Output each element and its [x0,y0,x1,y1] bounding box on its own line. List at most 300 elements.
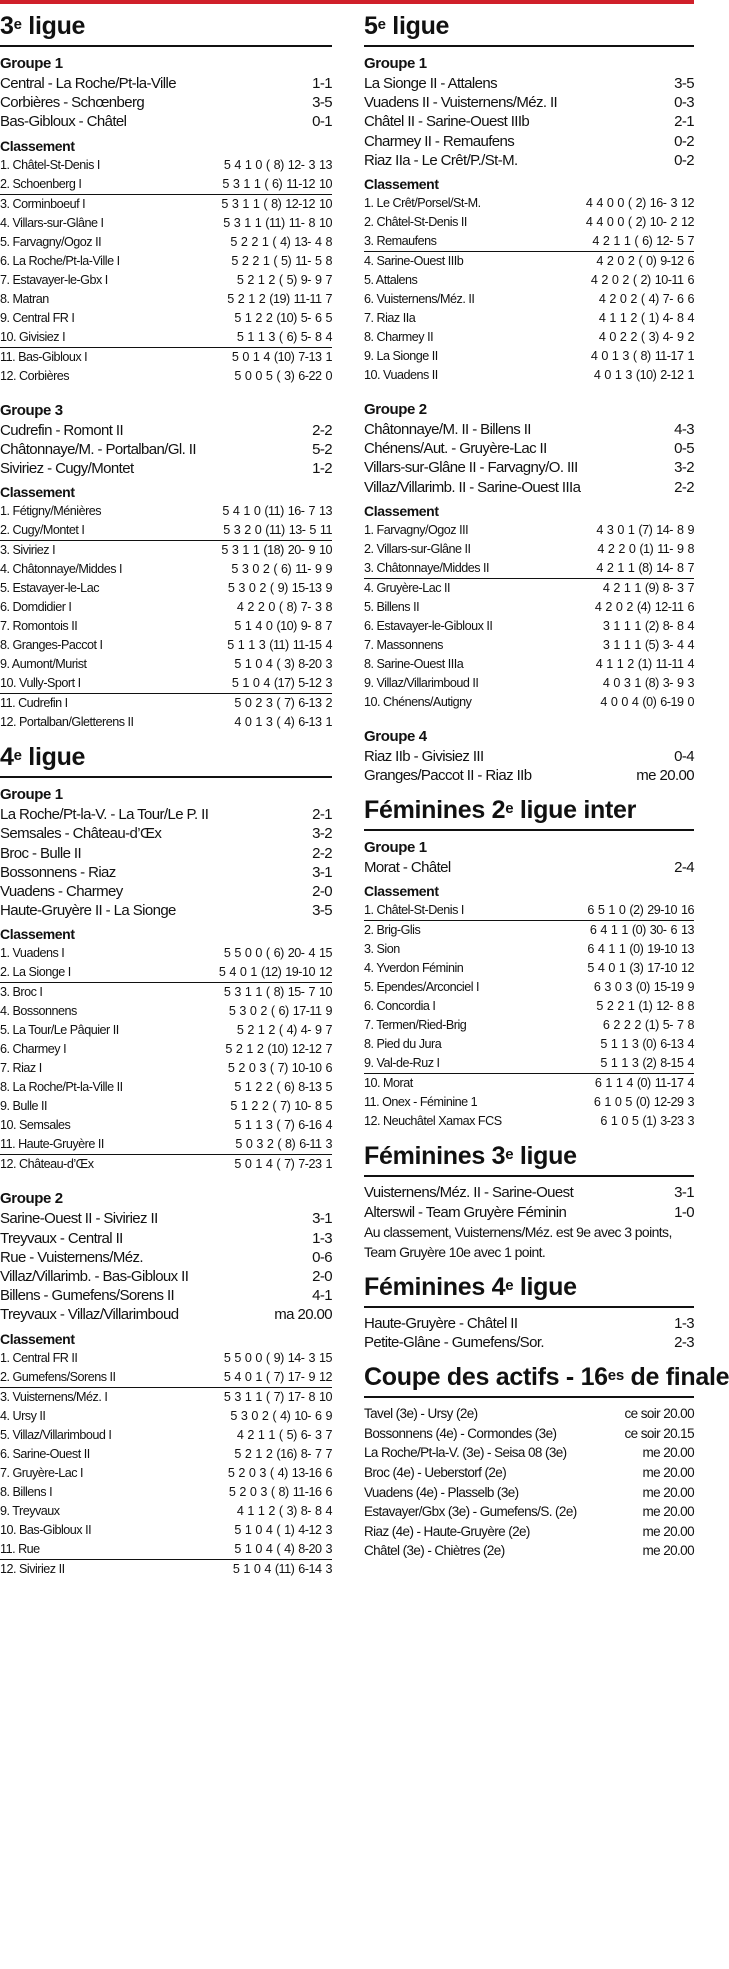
table-row [364,328,694,347]
match-teams: La Roche/Pt-la-V. - La Tour/Le P. II [0,806,209,824]
team-name: 8. Billens I [0,1484,53,1499]
team-name: 8. Pied du Jura [364,1037,442,1052]
table-row [364,290,694,309]
match-row [0,1229,332,1248]
match-score: 1-1 [312,75,332,92]
team-stats: 6 4 1 1 (0) 19-10 13 [587,942,694,957]
match-teams: Charmey II - Remaufens [364,132,515,150]
team-stats: 5 4 1 0 ( 8) 12- 3 13 [223,157,332,172]
match-row [0,421,332,440]
team-name: 9. Aumont/Murist [0,657,87,672]
table-row [0,674,332,694]
team-stats: 5 3 0 2 ( 9) 15-13 9 [227,581,332,596]
team-name: 12. Château-d’Œx [0,1157,94,1172]
team-stats: 5 2 1 2 (19) 11-11 7 [227,291,332,306]
match-score: 3-2 [674,459,694,477]
match-teams: Treyvaux - Villaz/Villarimboud [0,1306,179,1324]
match-score: 2-0 [312,1268,332,1286]
table-row [364,636,694,655]
match-score: 1-0 [674,1203,694,1221]
table-row [0,579,332,598]
group-block [0,784,332,1174]
team-name: 8. La Roche/Pt-la-Ville II [0,1080,123,1095]
team-stats: 4 2 0 2 ( 2) 10-11 6 [590,273,694,288]
table-row [364,309,694,328]
team-name: 4. Bossonnens [0,1004,77,1019]
team-name: 6. Vuisternens/Méz. II [364,292,475,307]
table-row [364,521,694,540]
group-block [364,1314,694,1352]
match-row [364,1314,694,1333]
table-row [364,194,694,213]
top-accent-bar [0,0,694,4]
match-score: 3-1 [674,1184,694,1202]
match-score: 2-2 [674,478,694,496]
team-stats: 6 1 0 5 (0) 12-29 3 [593,1095,694,1110]
team-stats: 5 4 0 1 (12) 19-10 12 [218,965,332,980]
match-teams: La Roche/Pt-la-V. (3e) - Seisa 08 (3e) [364,1445,567,1461]
match-score: 0-3 [674,94,694,112]
team-stats: 6 4 1 1 (0) 30- 6 13 [589,923,694,938]
team-stats: 4 2 0 2 (4) 12-11 6 [594,599,694,614]
team-name: 3. Broc I [0,985,43,1000]
team-name: 2. Gumefens/Sorens II [0,1369,116,1384]
team-stats: 5 2 2 1 ( 5) 11- 5 8 [231,253,332,268]
match-score: ce soir 20.00 [624,1406,694,1422]
team-name: 1. Châtel-St-Denis I [0,157,100,172]
standings-heading: Classement [0,926,75,943]
team-name: 7. Riaz IIa [364,311,416,326]
table-row [0,944,332,963]
team-stats: 5 2 0 3 ( 4) 13-16 6 [227,1465,332,1480]
group-title: Groupe 3 [0,401,63,419]
team-stats: 6 3 0 3 (0) 15-19 9 [593,980,694,995]
league-title-main: Coupe des actifs - 16 [364,1363,608,1392]
team-stats: 5 3 0 2 ( 6) 17-11 9 [228,1004,332,1019]
match-score: 2-1 [312,806,332,824]
team-stats: 5 4 0 1 ( 7) 17- 9 12 [223,1369,332,1384]
match-teams: Broc - Bulle II [0,844,82,862]
standings-heading: Classement [364,502,439,519]
table-row [364,901,694,921]
team-name: 10. Semsales [0,1118,71,1133]
match-score: 3-1 [312,1210,332,1228]
match-score: 0-5 [674,440,694,458]
team-name: 12. Portalban/Gletterens II [0,715,134,730]
match-teams: Riaz IIb - Givisiez III [364,747,484,765]
team-stats: 5 2 1 2 ( 4) 4- 9 7 [236,1023,332,1038]
match-score: 0-2 [674,151,694,169]
team-stats: 5 3 0 2 ( 4) 10- 6 9 [230,1408,332,1423]
match-score: 4-1 [312,1287,332,1305]
match-teams: Bas-Gibloux - Châtel [0,113,127,131]
match-score: 3-5 [312,902,332,920]
right-column [364,10,729,1570]
group-title: Groupe 1 [0,786,63,804]
match-score: 0-6 [312,1248,332,1266]
team-name: 5. Ependes/Arconciel I [364,980,480,995]
league-section [364,1140,694,1261]
team-stats: 4 2 2 0 (1) 11- 9 8 [597,541,694,556]
league-title [364,1140,694,1177]
table-row [0,1349,332,1368]
team-name: 6. Concordia I [364,999,436,1014]
table-row [0,175,332,195]
team-name: 11. Onex - Féminine 1 [364,1095,478,1110]
team-stats: 5 2 1 2 (16) 8- 7 7 [234,1446,332,1461]
standings-heading: Classement [0,137,75,154]
match-score: me 20.00 [642,1484,694,1500]
team-stats: 5 3 1 1 (18) 20- 9 10 [221,543,332,558]
team-stats: 5 1 0 4 ( 4) 8-20 3 [234,1541,332,1556]
group-block [364,1183,694,1261]
league-title-main: 5 [364,12,378,40]
left-column [0,10,332,1588]
team-name: 7. Gruyère-Lac I [0,1465,83,1480]
table-row [0,156,332,175]
match-row [364,1522,694,1542]
team-stats: 4 0 1 3 ( 4) 6-13 1 [234,715,332,730]
team-name: 3. Vuisternens/Méz. I [0,1389,108,1404]
table-row [0,1521,332,1540]
league-title [364,10,694,47]
table-row [0,1426,332,1445]
match-score: me 20.00 [642,1465,694,1481]
match-score: 2-4 [674,859,694,877]
match-teams: Corbières - Schœnberg [0,94,145,112]
group-block [0,400,332,733]
match-row [364,1404,694,1424]
match-row [0,112,332,131]
team-stats: 4 1 1 2 ( 3) 8- 8 4 [236,1503,332,1518]
match-teams: Riaz (4e) - Haute-Gruyère (2e) [364,1523,530,1539]
group-title: Groupe 2 [0,1190,63,1208]
group-title: Groupe 1 [364,839,427,857]
team-name: 7. Estavayer-le-Gbx I [0,272,108,287]
table-row [364,1074,694,1093]
table-row [0,521,332,541]
team-stats: 5 1 0 4 (17) 5-12 3 [231,676,332,691]
team-stats: 5 2 2 1 ( 4) 13- 4 8 [230,234,332,249]
league-title [364,1271,694,1308]
match-score: 3-5 [674,75,694,92]
match-score: 2-2 [312,421,332,439]
team-stats: 4 0 3 1 (8) 3- 9 3 [602,675,694,690]
table-row [364,1054,694,1074]
table-row [0,983,332,1002]
table-row [0,1445,332,1464]
team-name: 5. Farvagny/Ogoz II [0,234,102,249]
team-stats: 5 0 3 2 ( 8) 6-11 3 [235,1137,332,1152]
table-row [364,674,694,693]
match-score: me 20.00 [642,1504,694,1520]
match-score: 2-3 [674,1334,694,1352]
match-row [364,858,694,877]
table-row [364,1035,694,1054]
match-row [364,766,694,785]
table-row [0,1059,332,1078]
match-row [364,420,694,439]
match-row [0,93,332,112]
match-row [364,1502,694,1522]
match-teams: Rue - Vuisternens/Méz. [0,1248,143,1266]
team-stats: 4 2 1 1 ( 5) 6- 3 7 [236,1427,332,1442]
match-teams: Châtonnaye/M. II - Billens II [364,421,531,439]
match-score: 3-5 [312,94,332,112]
match-teams: Vuadens (4e) - Plasselb (3e) [364,1484,519,1500]
group-title: Groupe 1 [364,55,427,72]
match-score: 1-2 [312,460,332,478]
team-name: 9. Villaz/Villarimboud II [364,675,479,690]
team-name: 11. Haute-Gruyère II [0,1137,104,1152]
standings-heading: Classement [364,176,439,193]
team-name: 1. Châtel-St-Denis I [364,903,464,918]
match-teams: Treyvaux - Central II [0,1229,123,1247]
table-row [364,271,694,290]
team-name: 5. Estavayer-le-Lac [0,581,99,596]
group-title: Groupe 1 [0,55,63,72]
league-title-sup: e [505,800,514,818]
match-score: me 20.00 [642,1543,694,1559]
team-name: 5. Villaz/Villarimboud I [0,1427,112,1442]
match-score: 1-3 [312,1229,332,1247]
group-spacer [364,712,694,726]
match-row [364,132,694,151]
team-stats: 4 2 0 2 ( 0) 9-12 6 [596,254,694,269]
match-teams: Semsales - Château-d’Œx [0,825,162,843]
team-stats: 6 2 2 2 (1) 5- 7 8 [602,1018,694,1033]
match-score: me 20.00 [642,1445,694,1461]
team-stats: 4 1 1 2 ( 1) 4- 8 4 [598,311,694,326]
match-teams: Vuadens II - Vuisternens/Méz. II [364,94,558,112]
team-name: 1. Central FR II [0,1350,78,1365]
team-name: 3. Corminboeuf I [0,196,86,211]
match-score: 0-2 [674,132,694,150]
team-stats: 5 1 2 2 (10) 5- 6 5 [234,310,332,325]
note-text: Au classement, Vuisternens/Méz. est 9e avec 3 points, Team Gruyère 10e avec 1 point. [364,1223,672,1260]
team-stats: 5 2 0 3 ( 7) 10-10 6 [227,1061,332,1076]
match-teams: Alterswil - Team Gruyère Féminin [364,1203,567,1221]
team-stats: 4 4 0 0 ( 2) 16- 3 12 [585,196,694,211]
standings-heading: Classement [364,883,439,900]
table-row [364,213,694,232]
team-stats: 3 1 1 1 (5) 3- 4 4 [602,637,694,652]
table-row [0,541,332,560]
league-section [364,10,694,785]
group-block [0,1188,332,1578]
table-row [0,214,332,233]
match-teams: Châtel (3e) - Chiètres (2e) [364,1543,505,1559]
team-stats: 5 1 2 2 ( 6) 8-13 5 [234,1080,332,1095]
team-stats: 4 2 1 1 ( 6) 12- 5 7 [592,234,694,249]
table-row [0,1502,332,1521]
match-row [364,1463,694,1483]
team-stats: 4 3 0 1 (7) 14- 8 9 [596,522,694,537]
match-row [364,1443,694,1463]
team-name: 5. Attalens [364,273,418,288]
match-teams: Châtonnaye/M. - Portalban/Gl. II [0,440,196,458]
match-score: 2-1 [674,113,694,131]
group-block [364,399,694,712]
match-score: 2-0 [312,883,332,901]
table-row [0,252,332,271]
match-row [364,1183,694,1202]
table-row [0,1388,332,1407]
team-name: 7. Termen/Ried-Brig [364,1018,467,1033]
team-name: 4. Châtonnaye/Middes I [0,562,123,577]
table-row [0,598,332,617]
table-row [0,1155,332,1174]
team-name: 4. Sarine-Ouest IIIb [364,254,464,269]
team-stats: 5 1 1 3 ( 7) 6-16 4 [234,1118,332,1133]
table-row [0,502,332,521]
match-score: 2-2 [312,844,332,862]
team-stats: 6 5 1 0 (2) 29-10 16 [587,903,694,918]
team-stats: 5 3 1 1 (11) 11- 8 10 [223,215,332,230]
team-stats: 5 1 0 4 (11) 6-14 3 [232,1561,332,1576]
table-row [0,328,332,348]
team-name: 7. Riaz I [0,1061,42,1076]
table-row [364,598,694,617]
match-score: me 20.00 [642,1523,694,1539]
match-teams: Bossonnens - Riaz [0,863,116,881]
match-teams: Billens - Gumefens/Sorens II [0,1287,175,1305]
team-name: 9. La Sionge II [364,349,438,364]
match-score: 1-3 [674,1314,694,1332]
league-title-sup: e [13,747,22,765]
team-stats: 5 3 1 1 ( 7) 17- 8 10 [223,1389,332,1404]
table-row [364,232,694,252]
table-row [0,367,332,386]
league-title-rest: ligue [21,743,86,772]
team-stats: 4 4 0 0 ( 2) 10- 2 12 [585,215,694,230]
match-row [0,459,332,478]
league-title-rest: ligue [21,12,86,40]
table-row [0,1097,332,1116]
team-stats: 5 5 0 0 ( 6) 20- 4 15 [223,946,332,961]
league-title-rest: de finale [623,1363,729,1392]
team-stats: 4 2 2 0 ( 8) 7- 3 8 [236,600,332,615]
league-title-rest: ligue [513,1272,577,1301]
table-row [0,560,332,579]
match-row [364,74,694,93]
table-row [364,655,694,674]
match-teams: Villars-sur-Glâne II - Farvagny/O. III [364,459,578,477]
match-teams: Cudrefin - Romont II [0,421,124,439]
league-title [364,794,694,831]
match-row [0,824,332,843]
group-block [364,837,694,1131]
match-teams: Villaz/Villarimb. II - Sarine-Ouest IIIa [364,478,581,496]
team-stats: 5 5 0 0 ( 9) 14- 3 15 [223,1350,332,1365]
table-row [364,617,694,636]
table-row [0,195,332,214]
team-stats: 5 1 1 3 (11) 11-15 4 [227,638,332,653]
match-row [0,1305,332,1324]
team-stats: 4 2 1 1 (9) 8- 3 7 [602,580,694,595]
team-name: 4. Yverdon Féminin [364,961,464,976]
league-title-main: 3 [0,12,14,40]
match-row [364,1333,694,1352]
team-name: 1. Farvagny/Ogoz III [364,522,469,537]
table-row [364,959,694,978]
league-title [0,741,332,778]
match-row [364,1541,694,1561]
match-teams: Vuisternens/Méz. II - Sarine-Ouest [364,1184,574,1202]
team-name: 5. Billens II [364,599,420,614]
table-row [364,1093,694,1112]
league-title-rest: ligue inter [513,796,637,825]
team-stats: 5 2 2 1 (1) 12- 8 8 [596,999,694,1014]
team-name: 10. Morat [364,1076,413,1091]
team-name: 5. La Tour/Le Pâquier II [0,1023,119,1038]
match-row [0,882,332,901]
match-teams: Tavel (3e) - Ursy (2e) [364,1406,478,1422]
team-name: 8. Matran [0,291,49,306]
table-row [0,1483,332,1502]
match-teams: Chénens/Aut. - Gruyère-Lac II [364,440,547,458]
team-stats: 5 2 0 3 ( 8) 11-16 6 [228,1484,332,1499]
league-title-sup: e [505,1276,514,1294]
table-row [364,997,694,1016]
match-score: 3-2 [312,825,332,843]
match-row [0,901,332,920]
table-row [0,1560,332,1579]
match-row [364,1483,694,1503]
match-row [0,1286,332,1305]
match-teams: Châtel II - Sarine-Ouest IIIb [364,113,530,131]
table-row [0,617,332,636]
team-name: 9. Central FR I [0,310,75,325]
team-stats: 5 1 1 3 ( 6) 5- 8 4 [236,329,332,344]
team-name: 2. Villars-sur-Glâne II [364,541,471,556]
team-stats: 5 1 2 2 ( 7) 10- 8 5 [230,1099,332,1114]
match-score: ma 20.00 [274,1306,332,1324]
match-teams: Villaz/Villarimb. - Bas-Gibloux II [0,1268,189,1286]
match-score: me 20.00 [636,767,694,785]
group-block [364,726,694,785]
table-row [364,1112,694,1131]
standings-heading: Classement [0,484,75,501]
table-row [0,1407,332,1426]
league-title-sup: e [505,1146,514,1164]
team-stats: 5 3 1 1 ( 6) 11-12 10 [222,176,332,191]
league-title-main: Féminines 4 [364,1272,506,1301]
league-title-rest: ligue [513,1142,577,1171]
team-stats: 4 2 1 1 (8) 14- 8 7 [596,560,694,575]
table-row [0,963,332,983]
table-row [364,1016,694,1035]
league-title-main: 4 [0,743,14,772]
match-score: 0-4 [674,747,694,765]
table-row [0,1040,332,1059]
table-row [364,540,694,559]
table-row [364,978,694,997]
table-row [0,1540,332,1560]
match-score: 0-1 [312,113,332,131]
team-stats: 5 0 1 4 (10) 7-13 1 [231,349,332,364]
team-name: 12. Siviriez II [0,1561,65,1576]
team-name: 4. Gruyère-Lac II [364,580,450,595]
team-stats: 4 1 1 2 (1) 11-11 4 [595,656,694,671]
match-teams: Haute-Gruyère - Châtel II [364,1314,518,1332]
team-stats: 5 4 1 0 (11) 16- 7 13 [222,504,332,519]
team-name: 2. La Sionge I [0,965,71,980]
league-section [364,1361,729,1561]
team-stats: 5 4 0 1 (3) 17-10 12 [587,961,694,976]
team-name: 4. Ursy II [0,1408,46,1423]
team-name: 6. Charmey I [0,1042,67,1057]
